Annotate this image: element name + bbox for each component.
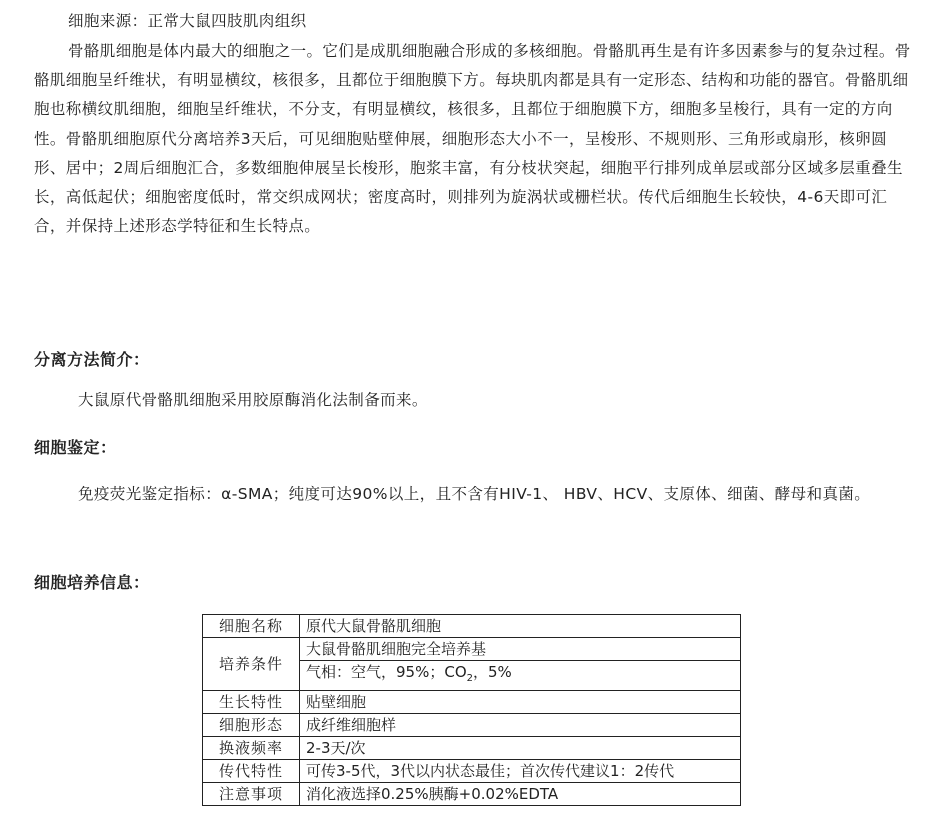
identification-heading: 细胞鉴定： [34,438,117,457]
table-row [203,638,741,661]
row-value: 原代大鼠骨骼肌细胞 [300,615,741,638]
row-value: 可传3-5代，3代以内状态最佳；首次传代建议1：2传代 [300,760,741,783]
cell-description: 骨骼肌细胞是体内最大的细胞之一。它们是成肌细胞融合形成的多核细胞。骨骼肌再生是有许多因素参与的复杂过程。骨骼肌细胞呈纤维状，有明显横纹，核很多，且都位于细胞膜下方。每块肌肉都是具有一定形态、结构和功能的器官。骨骼肌细胞也称横纹肌细胞，细胞呈纤维状，不分支，有明显横纹，核很多，且都位于细胞膜下方，细胞多呈梭行，具有一定的方向性。骨骼肌细胞原代分离培养3天后，可见细胞贴壁伸展，细胞形态大小不一，呈梭形、不规则形、三角形或扇形，核卵圆形、居中；2周后细胞汇合，多数细胞伸展呈长梭形，胞浆丰富，有分枝状突起，细胞平行排列成单层或部分区域多层重叠生长，高低起伏；细胞密度低时，常交织成网状；密度高时，则排列为旋涡状或栅栏状。传代后细胞生长较快，4-6天即可汇合，并保持上述形态学特征和生长特点。 [34,42,911,236]
row-key: 传代特性 [203,760,300,783]
row-value: 消化液选择0.25%胰酶+0.02%EDTA [300,783,741,806]
cell-source-line: 细胞来源：正常大鼠四肢肌肉组织 [68,12,307,30]
isolation-text: 大鼠原代骨骼肌细胞采用胶原酶消化法制备而来。 [78,391,428,409]
table-row [203,783,741,806]
row-value: 贴壁细胞 [300,691,741,714]
table-row [203,691,741,714]
row-value: 成纤维细胞样 [300,714,741,737]
table-row [203,615,741,638]
row-key: 培养条件 [203,638,300,691]
row-value-gas: 气相：空气，95%；$CO_2$，5% [300,661,741,691]
table-row [203,760,741,783]
row-key: 细胞名称 [203,615,300,638]
culture-heading: 细胞培养信息： [34,573,150,592]
row-key: 换液频率 [203,737,300,760]
row-value: 大鼠骨骼肌细胞完全培养基 [300,638,741,661]
table-row [203,714,741,737]
table-row [203,737,741,760]
row-key: 细胞形态 [203,714,300,737]
culture-info-table [202,614,741,806]
row-key: 生长特性 [203,691,300,714]
row-value: 2-3天/次 [300,737,741,760]
isolation-heading: 分离方法简介： [34,350,150,369]
row-key: 注意事项 [203,783,300,806]
identification-text: 免疫荧光鉴定指标：α-SMA；纯度可达90%以上，且不含有HIV-1、 HBV、HCV、支原体、细菌、酵母和真菌。 [78,485,871,503]
